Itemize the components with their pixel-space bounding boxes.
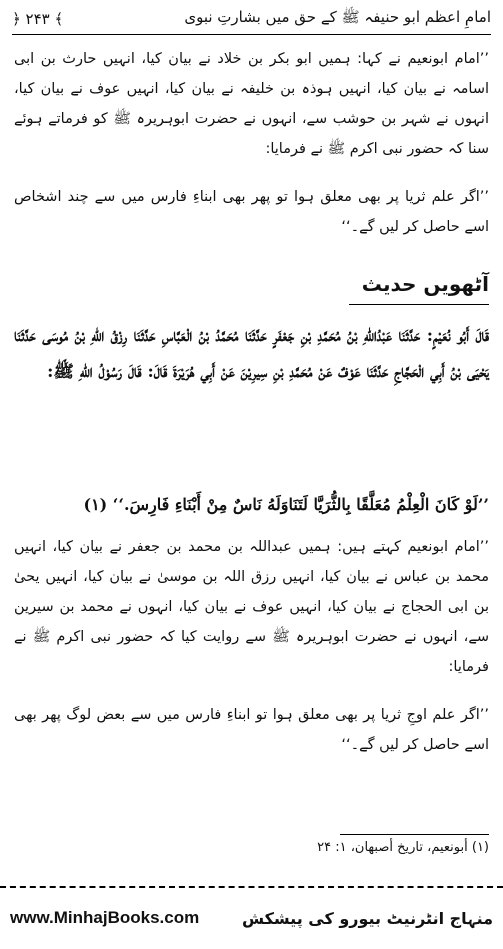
narration-paragraph-1: ’’امام ابونعیم نے کہا: ہمیں ابو بکر بن خلاد نے بیان کیا، انہیں حارث بن ابی اسامہ نے بیان کیا، انہیں ہوذہ بن خلیفہ نے بیان کیا، انہیں عوف نے بیان کیا، انہوں نے شہر بن حوشب سے، انہوں نے حضرت ابوہریرہ ﷺ کو فرماتے ہوئے سنا کہ حضور نبی اکرم ﷺ نے فرمایا: — [14, 51, 489, 157]
heading-underline — [349, 304, 489, 305]
publisher-credit: منہاج انٹرنیٹ بیورو کی پیشکش — [241, 908, 493, 928]
footnote-rule — [340, 834, 489, 835]
arabic-hadith-text: ’’لَوْ كَانَ الْعِلْمُ مُعَلَّقًا بِالثُّرَيَّا لَتَنَاوَلَهُ نَاسٌ مِنْ أَبْنَاءِ فَارِسَ.‘‘ (۱) — [83, 495, 489, 514]
running-title: امامِ اعظم ابو حنیفہ ﷺ کے حق میں بشارتِ نبوی — [184, 8, 491, 26]
header-rule — [12, 34, 491, 35]
arabic-hadith-chain: قَالَ أَبُو نُعَيْمٍ: حَدَّثَنَا عَبْدُاللهِ بْنُ مُحَمَّدِ بْنِ جَعْفَرٍ حَدَّثَنَا مُحَمَّدُ بْنُ الْعَبَّاسِ حَدَّثَنَا رِزْقُ اللهِ بْنُ مُوسَى حَدَّثَنَا يَحْيَى بْنُ أَبِي الْحَجَّاجِ حَدَّثَنَا عَوْفٌ عَنْ مُحَمَّدِ بْنِ سِيرِيْنَ عَنْ أَبِي هُرَيْرَةَ قَالَ: قَالَ رَسُوْلُ اللهِ ﷺ: — [14, 326, 489, 382]
footnote: (۱) أبونعيم، تاريخ أصبهان، ۱: ۲۴ — [317, 840, 489, 855]
page-number: ﴿ ۲۴۳ ﴾ — [12, 10, 64, 28]
translation-paragraph-2: ’’اگر علم اوجِ ثریا پر بھی معلق ہوا تو ابناءِ فارس میں سے بعض لوگ پھر بھی اسے حاصل کر لیں گے۔‘‘ — [14, 707, 489, 753]
website-link[interactable]: www.MinhajBooks.com — [10, 908, 200, 927]
narration-paragraph-2: ’’امام ابونعیم کہتے ہیں: ہمیں عبداللہ بن محمد بن جعفر نے بیان کیا، انہیں محمد بن عباس نے بیان کیا، انہیں رزق اللہ بن موسیٰ نے بیان کیا، انہیں یحیٰ بن ابی الحجاج نے بیان کیا، انہیں عوف نے بیان کیا، انہوں نے محمد بن سیرین سے، انہوں نے حضرت ابوہریرہ ﷺ سے روایت کیا کہ حضور نبی اکرم ﷺ نے فرمایا: — [14, 539, 489, 675]
page-header — [12, 6, 491, 32]
page-footer — [10, 898, 493, 938]
footer-rule — [0, 886, 503, 888]
section-heading: آٹھویں حدیث — [361, 272, 489, 296]
translation-paragraph-1: ’’اگر علم ثریا پر بھی معلق ہوا تو پھر بھی ابناءِ فارس میں سے چند اشخاص اسے حاصل کر لیں گے۔‘‘ — [14, 189, 489, 235]
